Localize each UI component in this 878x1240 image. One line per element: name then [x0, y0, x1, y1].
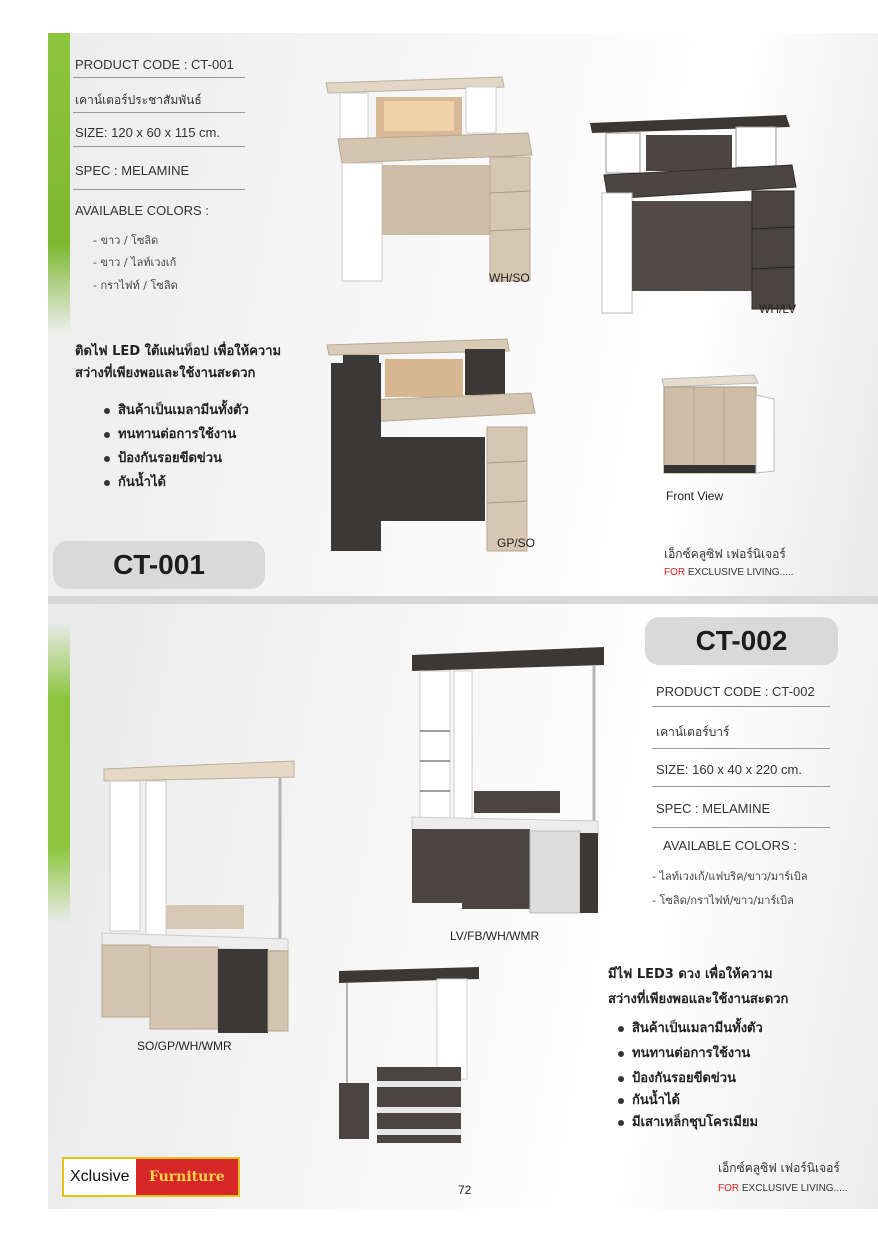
ct001-color-item: - ขาว / ไลท์เวงเก้ — [93, 256, 177, 269]
ct002-caption-lv-fb: LV/FB/WH/WMR — [450, 929, 540, 943]
ct002-feature: สินค้าเป็นเมลามีนทั้งตัว — [618, 1017, 763, 1038]
ct001-caption-wh-so: WH/SO — [489, 271, 530, 285]
ct002-bar-so-gp — [98, 755, 298, 1045]
ct001-product-code: PRODUCT CODE : CT-001 — [75, 57, 234, 72]
ct002-led-line1: มีไฟ LED3 ดวง เพื่อให้ความ — [608, 967, 773, 982]
ct002-led-line2: สว่างที่เพียงพอและใช้งานสะดวก — [608, 992, 789, 1007]
ct001-desk-wh-lv — [586, 109, 801, 319]
ct002-colors-label: AVAILABLE COLORS : — [663, 838, 797, 853]
ct001-size: SIZE: 120 x 60 x 115 cm. — [75, 125, 220, 140]
ct001-desk-gp-so — [323, 333, 543, 555]
brand-tagline-top: FOR EXCLUSIVE LIVING..... — [664, 567, 794, 578]
ct002-spec: SPEC : MELAMINE — [656, 801, 771, 816]
divider — [652, 748, 830, 749]
ct002-color-item: - ไลท์เวงเก้/แฟบริค/ขาว/มาร์เบิล — [652, 870, 808, 883]
brand-tagline-bottom: FOR EXCLUSIVE LIVING..... — [718, 1183, 848, 1194]
section-divider — [48, 596, 878, 604]
divider — [73, 189, 245, 190]
accent-bar-top — [48, 33, 70, 333]
divider — [73, 146, 245, 147]
divider — [652, 827, 830, 828]
ct001-led-line2: สว่างที่เพียงพอและใช้งานสะดวก — [75, 366, 256, 381]
divider — [73, 112, 245, 113]
brand-thai-bottom: เอ็กซ์คลูซิฟ เฟอร์นิเจอร์ — [718, 1161, 840, 1175]
accent-bar-bottom — [48, 623, 70, 923]
brand-logo — [62, 1157, 240, 1197]
ct002-name: เคาน์เตอร์บาร์ — [656, 725, 730, 739]
ct001-led-line1: ติดไฟ LED ใต้แผ่นท็อป เพื่อให้ความ — [75, 344, 282, 359]
ct001-front-view — [658, 373, 778, 477]
ct001-name: เคาน์เตอร์ประชาสัมพันธ์ — [75, 93, 202, 107]
catalog-page — [48, 33, 878, 1209]
ct002-feature: กันน้ำได้ — [618, 1089, 680, 1110]
ct001-caption-gp-so: GP/SO — [497, 536, 536, 550]
ct001-colors-label: AVAILABLE COLORS : — [75, 203, 209, 218]
ct001-feature: สินค้าเป็นเมลามีนทั้งตัว — [104, 399, 249, 420]
ct001-feature: กันน้ำได้ — [104, 471, 166, 492]
divider — [652, 786, 830, 787]
ct002-badge: CT-002 — [645, 617, 838, 665]
ct001-feature: ป้องกันรอยขีดข่วน — [104, 447, 222, 468]
ct001-desk-wh-so — [318, 73, 538, 283]
ct001-badge: CT-001 — [53, 541, 265, 589]
ct001-feature: ทนทานต่อการใช้งาน — [104, 423, 236, 444]
ct002-size: SIZE: 160 x 40 x 220 cm. — [656, 762, 802, 777]
ct002-feature: ทนทานต่อการใช้งาน — [618, 1042, 750, 1063]
logo-left: Xclusive — [64, 1159, 136, 1195]
ct002-bar-back-view — [333, 963, 483, 1143]
ct002-bar-lv-fb — [408, 641, 608, 941]
logo-right: Furniture — [136, 1159, 238, 1195]
brand-thai-top: เอ็กซ์คลูซิฟ เฟอร์นิเจอร์ — [664, 547, 786, 561]
page-number: 72 — [458, 1183, 472, 1197]
ct002-product-code: PRODUCT CODE : CT-002 — [656, 684, 815, 699]
divider — [73, 77, 245, 78]
divider — [652, 706, 830, 707]
ct002-feature: ป้องกันรอยขีดข่วน — [618, 1067, 736, 1088]
ct001-spec: SPEC : MELAMINE — [75, 163, 190, 178]
ct001-color-item: - ขาว / โซลิด — [93, 234, 159, 247]
ct001-caption-front: Front View — [666, 489, 724, 503]
ct002-color-item: - โซลิด/กราไฟท์/ขาว/มาร์เบิล — [652, 894, 794, 907]
ct001-color-item: - กราไฟท์ / โซลิด — [93, 279, 178, 292]
ct002-feature: มีเสาเหล็กชุบโครเมียม — [618, 1111, 758, 1132]
ct002-caption-so-gp: SO/GP/WH/WMR — [137, 1039, 232, 1053]
ct001-caption-wh-lv: WH/LV — [759, 302, 797, 316]
